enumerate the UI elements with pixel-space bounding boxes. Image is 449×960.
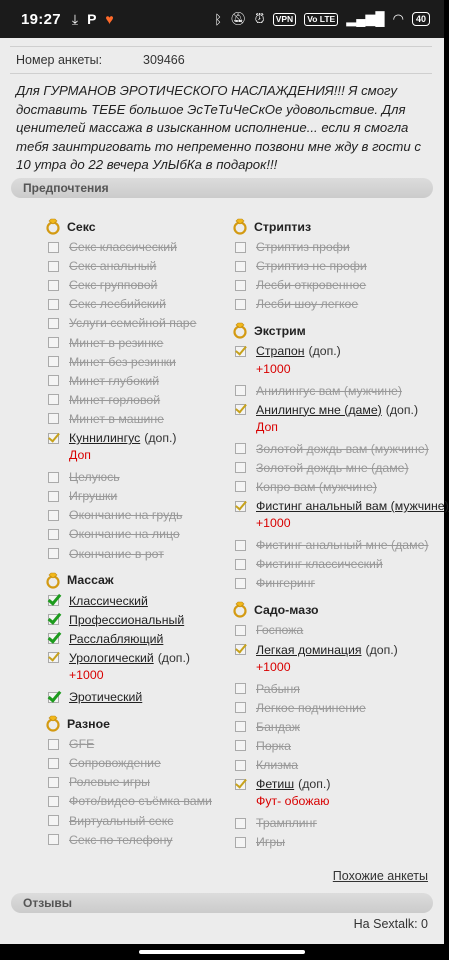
preference-item xyxy=(48,651,219,665)
preference-item xyxy=(235,739,409,753)
profile-number-row xyxy=(10,46,432,74)
preference-checkbox xyxy=(235,721,246,732)
preference-label: Ролевые игры xyxy=(69,775,150,790)
preference-label: Фингеринг xyxy=(256,576,316,591)
preference-item xyxy=(48,632,219,646)
preference-checkbox xyxy=(235,578,246,589)
preference-price-note: +1000 xyxy=(256,361,291,376)
preference-label: Золотой дождь мне (даме) xyxy=(256,460,409,475)
notification-icons xyxy=(72,11,114,28)
ring-icon xyxy=(44,715,61,732)
heart-app-icon: ♥ xyxy=(105,11,114,27)
preference-label: Игры xyxy=(256,835,286,850)
preference-checkbox xyxy=(48,548,59,559)
preference-label: Золотой дождь вам (мужчине) xyxy=(256,441,429,456)
preference-label: Минет горловой xyxy=(69,392,161,407)
preference-label[interactable]: Эротический xyxy=(69,690,143,704)
preference-checkbox xyxy=(235,818,246,829)
vpn-badge: VPN xyxy=(273,13,296,26)
status-bar xyxy=(0,0,444,38)
category-title: Массаж xyxy=(67,573,114,588)
ring-icon xyxy=(231,601,248,618)
preference-label: Стриптиз не профи xyxy=(256,259,367,274)
category-sadomaso xyxy=(231,601,319,618)
preference-checkbox xyxy=(48,595,59,606)
category-misc xyxy=(44,715,110,732)
parking-app-icon: Р xyxy=(87,11,97,27)
preference-item xyxy=(235,816,409,830)
preference-item xyxy=(235,499,449,513)
preference-checkbox xyxy=(235,740,246,751)
preference-checkbox xyxy=(235,481,246,492)
preference-label[interactable]: Фетиш xyxy=(256,777,295,792)
preference-checkbox xyxy=(235,760,246,771)
profile-page[interactable] xyxy=(0,38,449,944)
preference-checkbox xyxy=(48,758,59,769)
preference-label[interactable]: Классический xyxy=(69,593,148,608)
preference-label: Секс групповой xyxy=(69,278,158,293)
preference-checkbox xyxy=(235,280,246,291)
sextalk-review-count: На Sextalk: 0 xyxy=(353,917,428,931)
preference-item xyxy=(235,384,409,398)
preference-label: Секс анальный xyxy=(69,259,157,274)
preference-checkbox xyxy=(48,318,59,329)
preference-label: Целуюсь xyxy=(69,470,120,485)
preference-item xyxy=(235,643,409,657)
ring-icon xyxy=(231,218,248,235)
preference-price-note: Фут- обожаю xyxy=(256,794,330,809)
preference-item xyxy=(48,297,219,311)
preference-checkbox xyxy=(48,510,59,521)
preference-checkbox xyxy=(48,433,59,444)
preference-item xyxy=(48,508,219,522)
preference-item xyxy=(235,623,409,637)
category-massage xyxy=(44,572,114,589)
mute-icon: 🔕︎ xyxy=(230,11,247,26)
preference-label: Окончание на грудь xyxy=(69,508,183,523)
preference-checkbox xyxy=(235,346,246,357)
preference-item xyxy=(235,777,409,791)
preference-label: Окончание в рот xyxy=(69,546,164,561)
preference-item xyxy=(48,374,219,388)
preference-item xyxy=(235,259,409,273)
preference-item xyxy=(48,775,219,789)
preference-checkbox xyxy=(48,633,59,644)
preference-item xyxy=(48,393,219,407)
preference-item xyxy=(235,480,409,494)
preference-item xyxy=(48,336,219,350)
preference-item xyxy=(48,412,219,426)
preference-item xyxy=(235,701,409,715)
preference-checkbox xyxy=(235,644,246,655)
preference-item xyxy=(48,316,219,330)
category-title: Экстрим xyxy=(254,323,306,338)
preference-checkbox xyxy=(48,337,59,348)
preference-checkbox xyxy=(48,739,59,750)
reviews-header[interactable]: Отзывы xyxy=(11,893,433,913)
preference-item xyxy=(48,259,219,273)
preference-label: Клизма xyxy=(256,758,299,772)
preference-label[interactable]: Расслабляющий xyxy=(69,631,164,646)
preference-label: Секс классический xyxy=(69,240,178,254)
bluetooth-icon: ᛒ xyxy=(214,11,223,27)
preference-extra-tag: (доп.) xyxy=(365,642,398,657)
preference-item xyxy=(235,297,409,311)
preference-checkbox xyxy=(48,652,59,663)
preference-label[interactable]: Страпон xyxy=(256,344,305,359)
category-title: Разное xyxy=(67,716,110,731)
preference-item xyxy=(48,240,219,254)
preference-checkbox xyxy=(235,702,246,713)
preference-checkbox xyxy=(235,683,246,694)
preference-extra-tag: (доп.) xyxy=(157,650,190,665)
preference-checkbox xyxy=(235,779,246,790)
preference-item xyxy=(48,833,219,847)
preference-label: Фистинг анальный мне (даме) xyxy=(256,538,429,553)
category-title: Садо-мазо xyxy=(254,602,319,617)
preference-item xyxy=(48,355,219,369)
preference-checkbox xyxy=(48,491,59,502)
preference-item xyxy=(48,489,219,503)
preference-item xyxy=(48,613,219,627)
category-title: Секс xyxy=(67,219,96,234)
preference-item xyxy=(48,547,219,561)
preference-checkbox xyxy=(48,472,59,483)
preference-checkbox xyxy=(48,375,59,386)
preference-item xyxy=(235,441,429,456)
preference-item xyxy=(235,682,409,696)
preference-label: Трамплинг xyxy=(256,816,317,831)
preference-item xyxy=(235,461,409,475)
preference-item xyxy=(235,402,419,417)
preference-checkbox xyxy=(235,404,246,415)
preference-checkbox xyxy=(48,261,59,272)
profile-description: Для ГУРМАНОВ ЭРОТИЧЕСКОГО НАСЛАЖДЕНИЯ!!! Я смогу доставить ТЕБЕ большое ЭсТеТиЧеСкОе удовольствие. Для ценителей массажа в изысканном исполнение... если я смогла тебя заинтриговать то непременно позвони мне жду в гости с 10 утра до 22 вечера УлЫбКа в подарок!!! xyxy=(16,83,421,173)
preference-label: Бандаж xyxy=(256,719,300,734)
home-gesture-bar[interactable] xyxy=(139,950,305,954)
preference-price-note: +1000 xyxy=(256,659,291,674)
preference-checkbox xyxy=(235,242,246,253)
category-extreme xyxy=(231,322,306,339)
preference-checkbox xyxy=(48,796,59,807)
preference-checkbox xyxy=(48,413,59,424)
preference-label: Минет без резинки xyxy=(69,354,176,369)
preference-label: Легкое подчинение xyxy=(256,700,366,715)
preference-label: Секс лесбийский xyxy=(69,297,167,312)
preference-price-note: Доп xyxy=(69,448,91,463)
preference-checkbox xyxy=(48,692,59,703)
preference-checkbox xyxy=(235,559,246,570)
preference-checkbox xyxy=(235,385,246,396)
preference-item xyxy=(235,576,409,590)
preference-checkbox xyxy=(48,815,59,826)
preference-checkbox xyxy=(48,614,59,625)
preference-label: Секс по телефону xyxy=(69,832,173,847)
preference-item xyxy=(48,431,219,445)
preference-checkbox xyxy=(235,261,246,272)
preference-label[interactable]: Профессиональный xyxy=(69,612,185,627)
status-time: 19:27 xyxy=(21,10,61,28)
preference-label: Минет в машине xyxy=(69,411,164,426)
preference-item xyxy=(48,756,219,770)
preference-checkbox xyxy=(48,529,59,540)
similar-profiles-link[interactable]: Похожие анкеты xyxy=(332,869,428,883)
preference-label: GFE xyxy=(69,737,95,752)
preference-label: Виртуальный секс xyxy=(69,813,174,828)
preference-label: Анилингус вам (мужчине) xyxy=(256,383,402,398)
preference-label[interactable]: Урологический xyxy=(69,650,154,665)
preference-item xyxy=(235,344,409,358)
preference-label[interactable]: Куннилингус xyxy=(69,431,141,445)
system-navigation-bar xyxy=(0,944,444,960)
preference-item xyxy=(235,835,409,849)
preference-label: Стриптиз профи xyxy=(256,240,350,254)
ring-icon xyxy=(44,218,61,235)
preference-checkbox xyxy=(235,837,246,848)
preference-item xyxy=(235,538,429,553)
preference-item xyxy=(48,690,219,704)
download-done-icon: ⤓ xyxy=(71,10,79,27)
preference-label: Сопровождение xyxy=(69,756,161,771)
preference-checkbox xyxy=(235,625,246,636)
preference-label: Лесби шоу легкое xyxy=(256,297,359,312)
preference-price-note: +1000 xyxy=(69,668,104,682)
preference-checkbox xyxy=(235,501,246,512)
preference-label: Рабыня xyxy=(256,681,300,696)
preference-checkbox xyxy=(48,777,59,788)
ring-icon xyxy=(44,572,61,589)
wifi-icon: ◠ xyxy=(392,11,404,26)
preference-label[interactable]: Легкая доминация xyxy=(256,642,362,657)
volte-badge: Vo LTE xyxy=(304,13,338,26)
preference-label: Услуги семейной паре xyxy=(69,316,197,331)
ring-icon xyxy=(231,322,248,339)
preference-price-note: +1000 xyxy=(256,516,291,531)
preference-item xyxy=(48,278,219,292)
preference-label: Копро вам (мужчине) xyxy=(256,479,377,494)
preference-label: Госпожа xyxy=(256,623,304,638)
preference-item xyxy=(48,470,219,484)
preference-label: Минет в резинке xyxy=(69,335,164,350)
preference-item xyxy=(48,814,219,828)
preference-checkbox xyxy=(48,834,59,845)
category-strip xyxy=(231,218,311,235)
alarm-icon: ⏰︎ xyxy=(254,11,265,26)
preference-checkbox xyxy=(48,242,59,253)
preference-price-note: Доп xyxy=(256,419,278,434)
preference-item xyxy=(235,758,409,772)
preference-extra-tag: (доп.) xyxy=(385,402,419,417)
preference-item xyxy=(235,557,409,571)
preference-item xyxy=(48,794,219,808)
profile-number-value: 309466 xyxy=(143,53,185,67)
preference-label: Лесби откровенное xyxy=(256,278,367,293)
signal-icon: ▂▄▆█ xyxy=(346,11,385,26)
preference-label: Игрушки xyxy=(69,489,118,504)
preference-label: Порка xyxy=(256,738,292,753)
preference-item xyxy=(235,278,409,292)
preferences-header[interactable]: Предпочтения xyxy=(11,178,433,198)
preference-checkbox xyxy=(235,462,246,473)
preference-checkbox xyxy=(235,299,246,310)
category-title: Стриптиз xyxy=(254,219,312,234)
preference-extra-tag: (доп.) xyxy=(144,431,177,445)
preference-checkbox xyxy=(48,356,59,367)
preference-label: Фистинг классический xyxy=(256,557,383,572)
preference-item xyxy=(48,527,219,541)
preference-checkbox xyxy=(235,540,246,551)
preference-label: Минет глубокий xyxy=(69,373,160,388)
preference-extra-tag: (доп.) xyxy=(298,777,331,792)
preference-checkbox xyxy=(48,299,59,310)
system-icons xyxy=(214,11,430,27)
category-sex xyxy=(44,218,96,235)
preference-item xyxy=(48,594,219,608)
preference-item xyxy=(235,240,409,254)
profile-number-label: Номер анкеты: xyxy=(16,53,103,67)
preference-label: Фото/видео съёмка вами xyxy=(69,794,212,809)
preference-label[interactable]: Фистинг анальный вам (мужчине) xyxy=(256,499,449,513)
preference-checkbox xyxy=(235,443,246,454)
preference-item xyxy=(48,737,219,751)
preference-checkbox xyxy=(48,394,59,405)
preference-label: Окончание на лицо xyxy=(69,527,180,542)
preference-extra-tag: (доп.) xyxy=(308,344,341,359)
preference-item xyxy=(235,720,409,734)
battery-indicator: 40 xyxy=(412,12,430,26)
preference-label[interactable]: Анилингус мне (даме) xyxy=(256,402,382,417)
preference-checkbox xyxy=(48,280,59,291)
